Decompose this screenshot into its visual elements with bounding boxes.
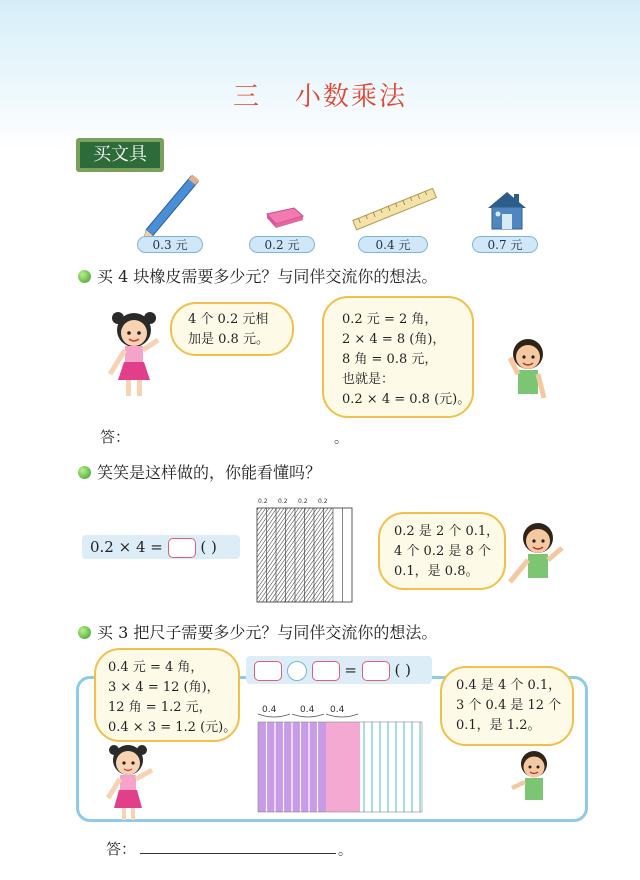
ruler-icon: [352, 188, 438, 232]
svg-text:0.4: 0.4: [300, 705, 315, 715]
answer-label-3: 答：: [106, 840, 137, 858]
svg-text:0.4: 0.4: [262, 705, 277, 715]
boy-icon: [504, 334, 552, 418]
boy-icon: [508, 748, 560, 814]
house-sharpener-icon: [484, 190, 530, 232]
svg-text:0.2: 0.2: [318, 498, 328, 505]
bullet-icon: [78, 270, 91, 283]
price-tag-eraser: 0.2 元: [249, 236, 315, 253]
answer-period-1: 。: [334, 431, 348, 447]
girl-speech-bubble-3: 0.4 元 = 4 角， 3 × 4 = 12 (角)， 12 角 = 1.2 元， 0.4 × 3 = 1.2 (元)。: [94, 648, 240, 742]
girl-icon: [96, 742, 160, 824]
svg-text:0.2: 0.2: [298, 498, 308, 505]
price-tag-pencil: 0.3 元: [137, 236, 203, 253]
answer-period-3: 。: [338, 843, 352, 859]
girl-icon: [104, 308, 166, 404]
answer-label-1: 答：: [100, 428, 131, 446]
bullet-icon: [78, 626, 91, 639]
answer-box[interactable]: [168, 538, 196, 558]
page-title: [0, 76, 640, 113]
boy-speech-bubble-1: 0.2 元 = 2 角， 2 × 4 = 8 (角)， 8 角 = 0.8 元， 也就是： 0.2 × 4 = 0.8 (元)。: [322, 296, 474, 418]
operator-circle[interactable]: [287, 661, 307, 681]
boy-speech-bubble-3: 0.4 是 4 个 0.1， 3 个 0.4 是 12 个 0.1，是 1.2。: [440, 666, 574, 746]
question-2: 笑笑是这样做的，你能看懂吗？: [78, 460, 321, 483]
question-1: 买 4 块橡皮需要多少元？与同伴交流你的想法。: [78, 264, 437, 287]
svg-text:0.4: 0.4: [330, 705, 345, 715]
svg-text:0.2: 0.2: [278, 498, 288, 505]
factor-box-2[interactable]: [312, 661, 340, 681]
svg-text:0.2: 0.2: [258, 498, 268, 505]
eraser-icon: [264, 204, 306, 230]
boy-icon: [506, 520, 568, 592]
answer-line-3[interactable]: [140, 853, 336, 854]
ruler-bar-model: [254, 700, 426, 814]
equation-strip-3: = ( ): [246, 656, 432, 684]
question-3: 买 3 把尺子需要多少元？与同伴交流你的想法。: [78, 620, 437, 643]
section-badge: 买文具: [76, 138, 164, 172]
bullet-icon: [78, 466, 91, 479]
chapter-number: 三: [232, 82, 261, 112]
chapter-title: 小数乘法: [295, 82, 408, 112]
price-tag-ruler: 0.4 元: [358, 236, 428, 253]
product-box[interactable]: [362, 661, 390, 681]
boy-speech-bubble-2: 0.2 是 2 个 0.1， 4 个 0.2 是 8 个 0.1，是 0.8。: [378, 512, 506, 590]
equation-strip-2: 0.2 × 4 = ( ): [82, 535, 240, 559]
girl-speech-bubble-1: 4 个 0.2 元相 加是 0.8 元。: [170, 302, 294, 356]
price-tag-sharpener: 0.7 元: [472, 236, 538, 253]
pencil-icon: [140, 170, 210, 236]
decimal-grid-figure: [252, 496, 360, 604]
factor-box-1[interactable]: [254, 661, 282, 681]
